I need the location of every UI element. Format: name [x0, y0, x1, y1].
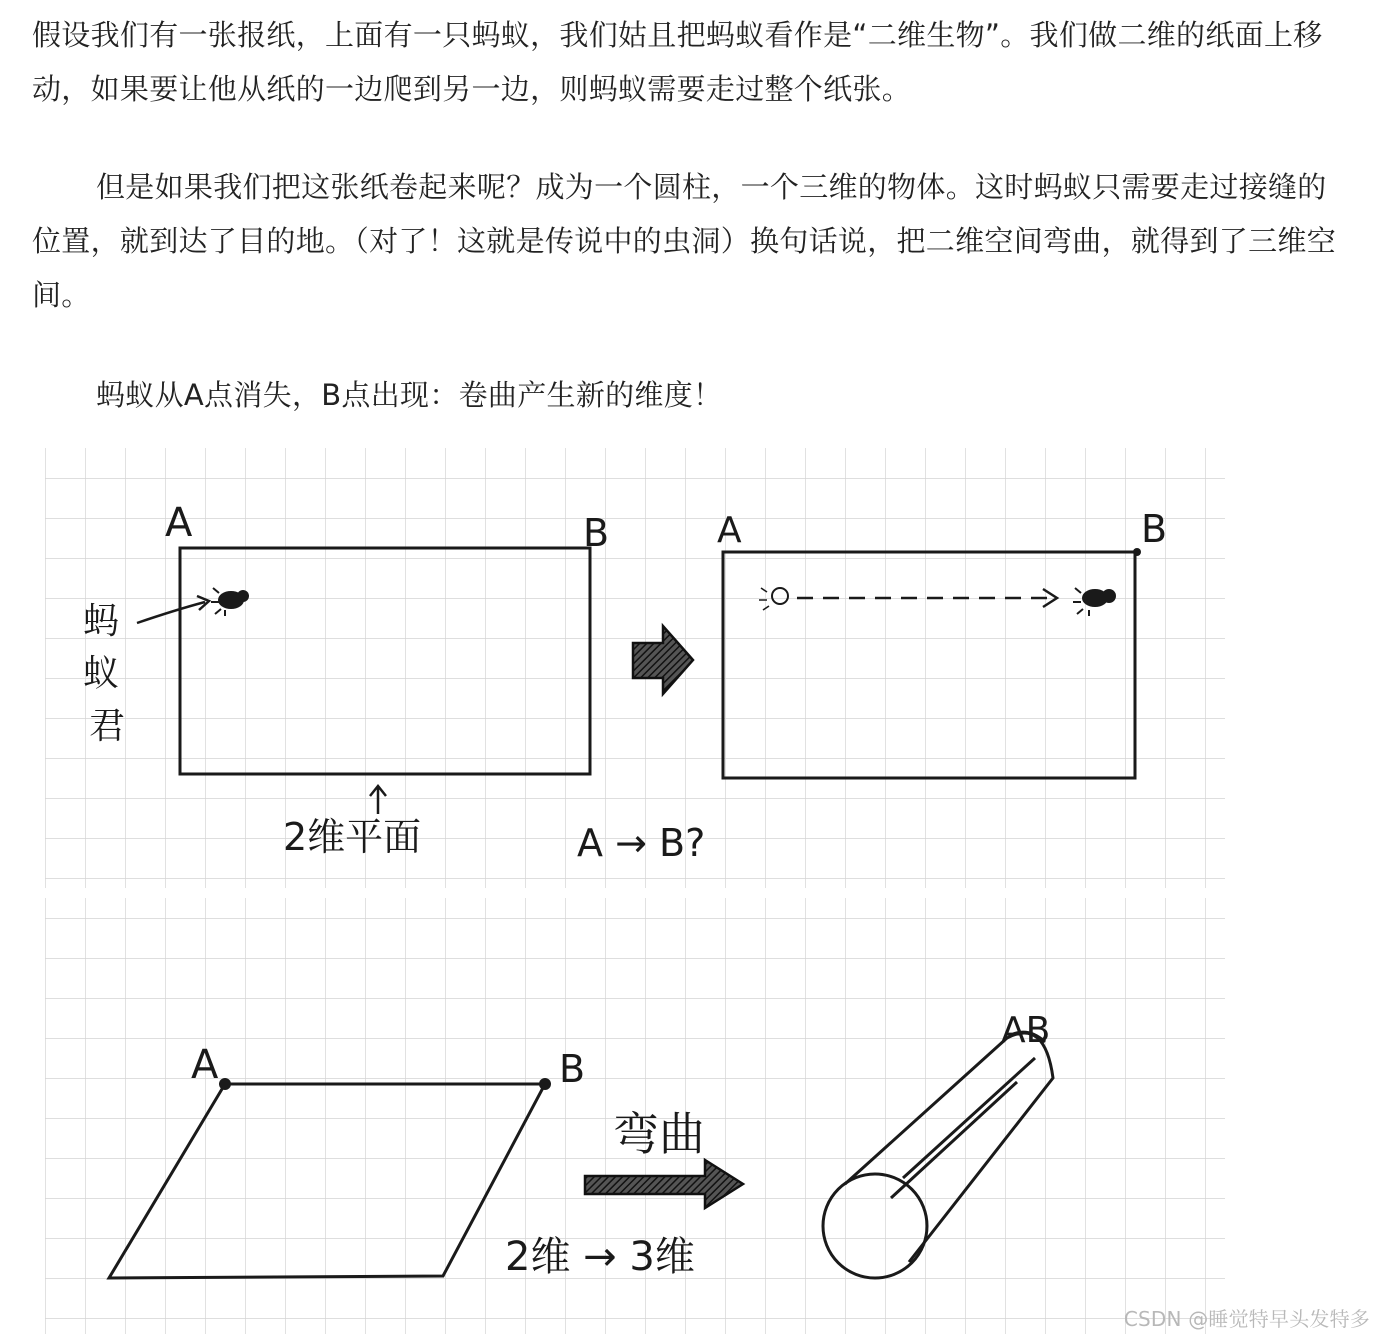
point-b-dot-bottom: [539, 1078, 551, 1090]
label-b-right: B: [1141, 507, 1168, 551]
watermark: CSDN @睡觉特早头发特多: [1123, 1307, 1370, 1331]
paragraph-3: 蚂蚁从A点消失，B点出现：卷曲产生新的维度！: [96, 378, 723, 412]
ant-label-3: 君: [89, 706, 126, 747]
paragraph-1: 假设我们有一张报纸，上面有一只蚂蚁，我们姑且把蚂蚁看作是“二维生物”。我们做二维的纸面上移动，如果要让他从纸的一边爬到另一边，则蚂蚁需要走过整个纸张。: [32, 18, 1323, 106]
point-a-dot: [219, 1078, 231, 1090]
bend-label: 弯曲: [613, 1107, 705, 1161]
dimension-label: 2维 → 3维: [505, 1234, 695, 1280]
hand-drawn-illustration: [45, 438, 1225, 1334]
question-label: A → B?: [577, 821, 706, 865]
label-b-bottom: B: [559, 1047, 586, 1091]
ant-label-1: 蚂: [83, 601, 120, 642]
label-a-right: A: [717, 510, 742, 551]
point-b-dot: [1133, 548, 1141, 556]
wormhole-sketch: [45, 438, 1225, 1334]
label-a-left: A: [165, 500, 193, 546]
label-b-left: B: [583, 511, 610, 555]
cylinder-label: AB: [1001, 1010, 1051, 1051]
label-a-bottom: A: [191, 1042, 219, 1088]
paragraph-2: 但是如果我们把这张纸卷起来呢？成为一个圆柱，一个三维的物体。这时蚂蚁只需要走过接缝的位置，就到达了目的地。（对了！这就是传说中的虫洞）换句话说，把二维空间弯曲，就得到了三维空间。: [32, 170, 1337, 312]
plane-label: 2维平面: [283, 815, 422, 859]
ant-label-2: 蚁: [83, 653, 120, 694]
